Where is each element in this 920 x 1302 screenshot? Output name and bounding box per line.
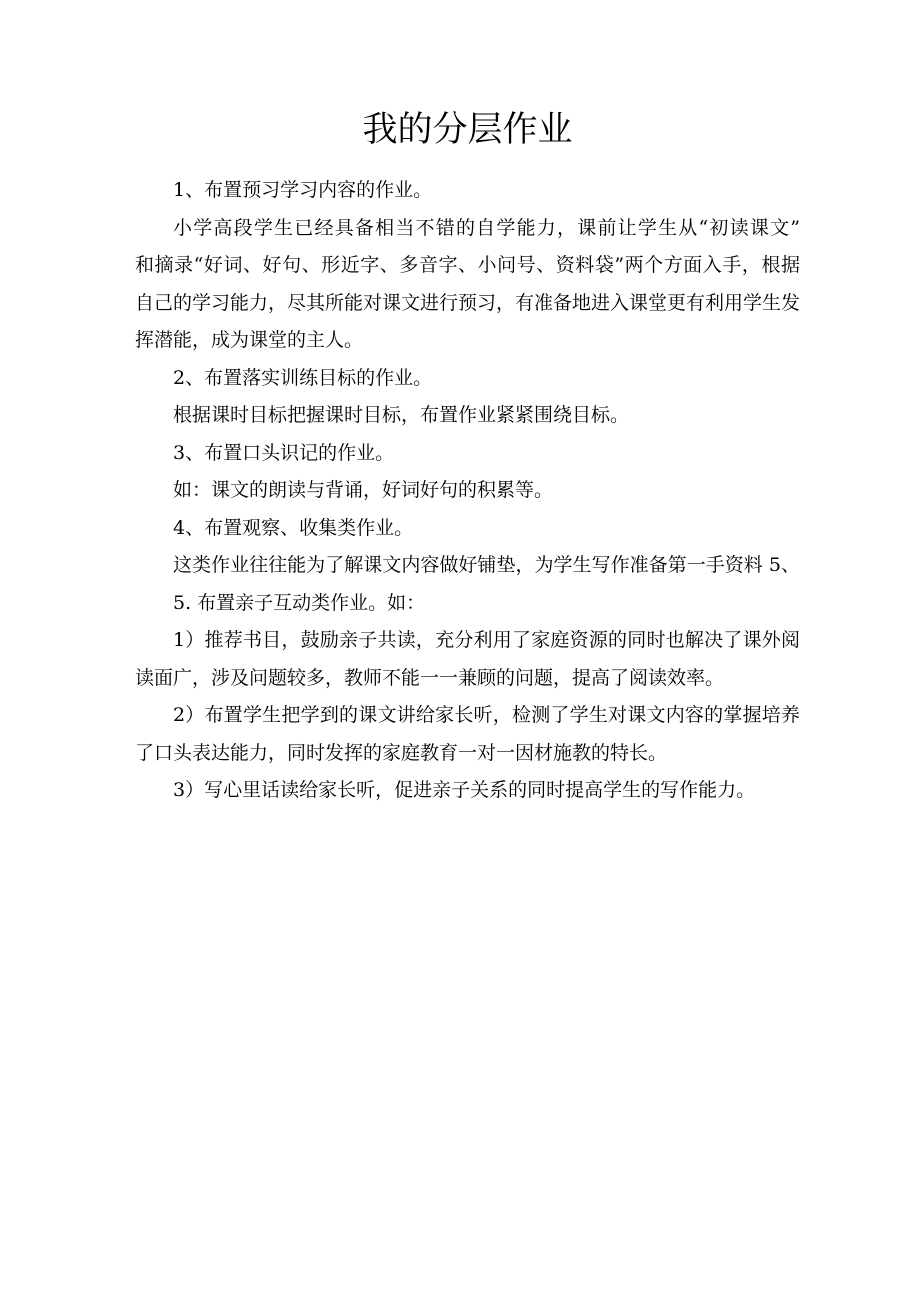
paragraph	[135, 772, 800, 810]
paragraph	[135, 585, 800, 623]
text-line: 和摘录“好词、好句、形近字、多音字、小问号、资料袋”两个方面入手，根据	[135, 254, 800, 276]
text-line: 挥潜能，成为课堂的主人。	[135, 329, 364, 351]
text-line: 4、布置观察、收集类作业。	[173, 516, 414, 539]
text-line: 1）推荐书目，鼓励亲子共读，充分利用了家庭资源的同时也解决了课外阅	[173, 629, 800, 651]
text-line: 了口头表达能力，同时发挥的家庭教育一对一因材施教的特长。	[135, 741, 668, 764]
paragraph	[135, 210, 800, 360]
text-line: 3、布置口头识记的作业。	[173, 441, 395, 464]
document-body	[135, 172, 800, 810]
text-line: 读面广，涉及问题较多，教师不能一一兼顾的问题，提高了阅读效率。	[135, 666, 725, 689]
text-line: 3）写心里话读给家长听，促进亲子关系的同时提高学生的写作能力。	[173, 779, 756, 801]
paragraph	[135, 622, 800, 697]
text-line: 这类作业往往能为了解课文内容做好铺垫，为学生写作准备第一手资料 5、	[173, 554, 800, 576]
text-line: 1、布置预习学习内容的作业。	[173, 179, 433, 201]
paragraph	[135, 547, 800, 585]
paragraph	[135, 510, 800, 548]
text-line: 2）布置学生把学到的课文讲给家长听，检测了学生对课文内容的掌握培养	[173, 704, 800, 726]
text-line: 如：课文的朗读与背诵，好词好句的积累等。	[173, 479, 554, 501]
text-line: 2、布置落实训练目标的作业。	[173, 366, 433, 389]
paragraph	[135, 472, 800, 510]
paragraph	[135, 697, 800, 772]
text-line: 自己的学习能力，尽其所能对课文进行预习，有准备地进入课堂更有利用学生发	[135, 291, 801, 314]
paragraph	[135, 360, 800, 398]
paragraph	[135, 397, 800, 435]
document-content	[135, 103, 800, 810]
paragraph	[135, 435, 800, 473]
paragraph	[135, 172, 800, 210]
document-title: 我的分层作业	[362, 110, 573, 150]
text-line: 根据课时目标把握课时目标，布置作业紧紧围绕目标。	[173, 404, 630, 426]
text-line: 小学高段学生已经具备相当不错的自学能力，课前让学生从“初读课文”	[173, 216, 800, 239]
text-line: 5. 布置亲子互动类作业。如：	[173, 591, 426, 614]
